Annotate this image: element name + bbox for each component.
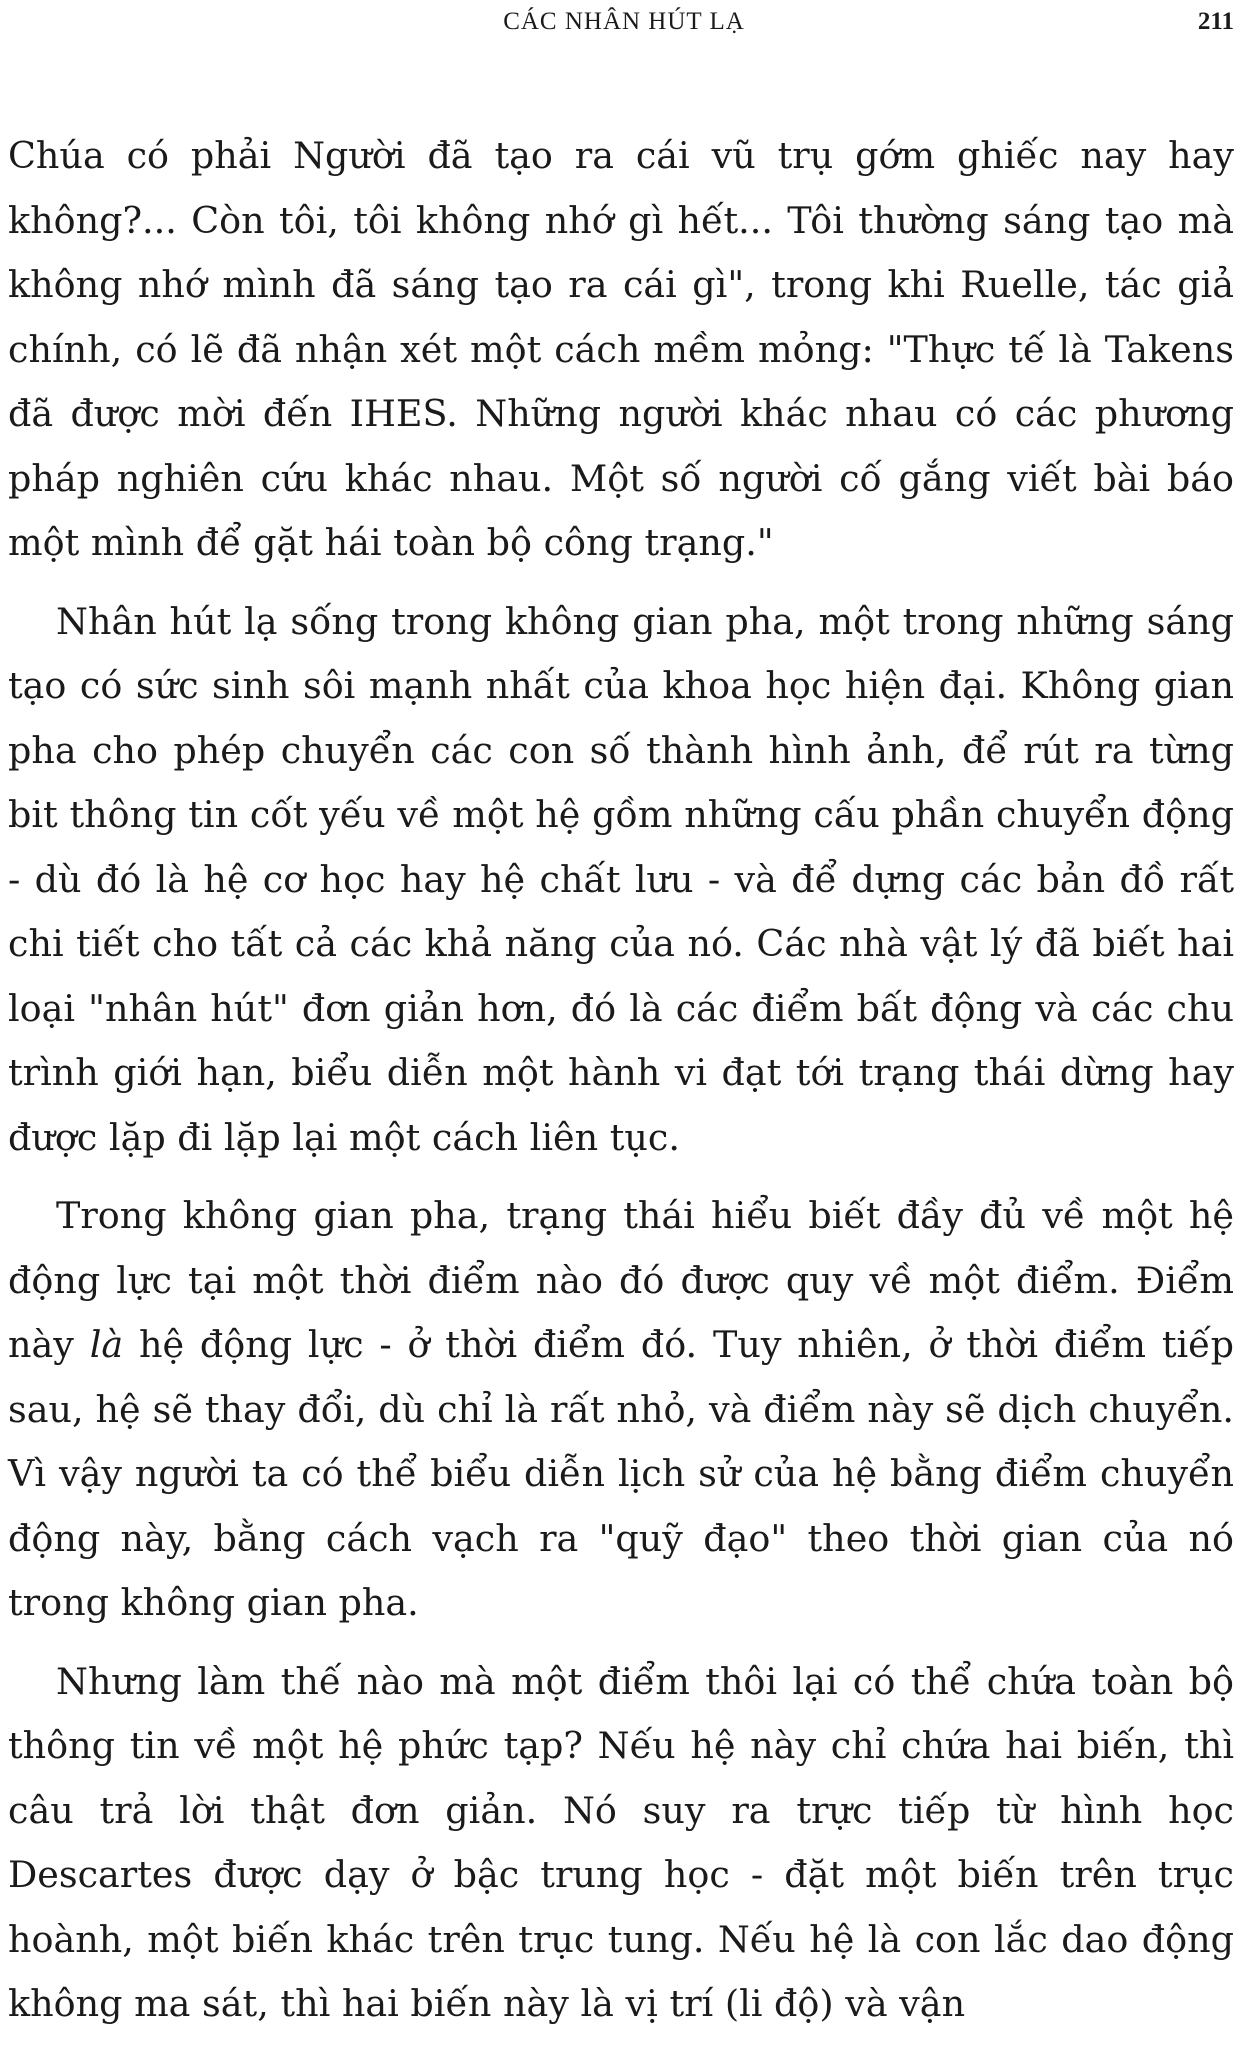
paragraph-2: Nhân hút lạ sống trong không gian pha, một trong những sáng tạo có sức sinh sôi mạnh nhất của khoa học hiện đại. Không gian pha cho phép chuyển các con số thành hình ảnh, để rút ra từng bit thông tin cốt yếu về một hệ gồm những cấu phần chuyển động - dù đó là hệ cơ học hay hệ chất lưu - và để dựng các bản đồ rất chi tiết cho tất cả các khả năng của nó. Các nhà vật lý đã biết hai loại "nhân hút" đơn giản hơn, đó là các điểm bất động và các chu trình giới hạn, biểu diễn một hành vi đạt tới trạng thái dừng hay được lặp đi lặp lại một cách liên tục.	[8, 599, 1234, 1159]
running-header	[0, 8, 1248, 48]
paragraph-3-text-start: Trong không gian pha, trạng thái hiểu biết đầy đủ về một hệ động lực tại một thời điểm nào đó được quy về một điểm. Điểm này	[8, 1194, 1234, 1366]
emphasis-text: là	[89, 1323, 124, 1366]
page-number: 211	[1197, 8, 1234, 35]
paragraph-3-text-end: hệ động lực - ở thời điểm đó. Tuy nhiên, ở thời điểm tiếp sau, hệ sẽ thay đổi, dù chỉ là rất nhỏ, và điểm này sẽ dịch chuyển. Vì vậy người ta có thể biểu diễn lịch sử của hệ bằng điểm chuyển động này, bằng cách vạch ra "quỹ đạo" theo thời gian của nó trong không gian pha.	[8, 1323, 1234, 1624]
chapter-title: CÁC NHÂN HÚT LẠ	[503, 8, 745, 35]
paragraph-1: Chúa có phải Người đã tạo ra cái vũ trụ gớm ghiếc nay hay không?... Còn tôi, tôi không nhớ gì hết... Tôi thường sáng tạo mà không nhớ mình đã sáng tạo ra cái gì", trong khi Ruelle, tác giả chính, có lẽ đã nhận xét một cách mềm mỏng: "Thực tế là Takens đã được mời đến IHES. Những người khác nhau có các phương pháp nghiên cứu khác nhau. Một số người cố gắng viết bài báo một mình để gặt hái toàn bộ công trạng."	[8, 134, 1234, 564]
paragraph-4: Nhưng làm thế nào mà một điểm thôi lại có thể chứa toàn bộ thông tin về một hệ phức tạp? Nếu hệ này chỉ chứa hai biến, thì câu trả lời thật đơn giản. Nó suy ra trực tiếp từ hình học Descartes được dạy ở bậc trung học - đặt một biến trên trục hoành, một biến khác trên trục tung. Nếu hệ là con lắc dao động không ma sát, thì hai biến này là vị trí (li độ) và vận	[8, 1659, 1234, 2025]
paragraph-3	[8, 1184, 1234, 1636]
body-text	[8, 124, 1234, 2051]
